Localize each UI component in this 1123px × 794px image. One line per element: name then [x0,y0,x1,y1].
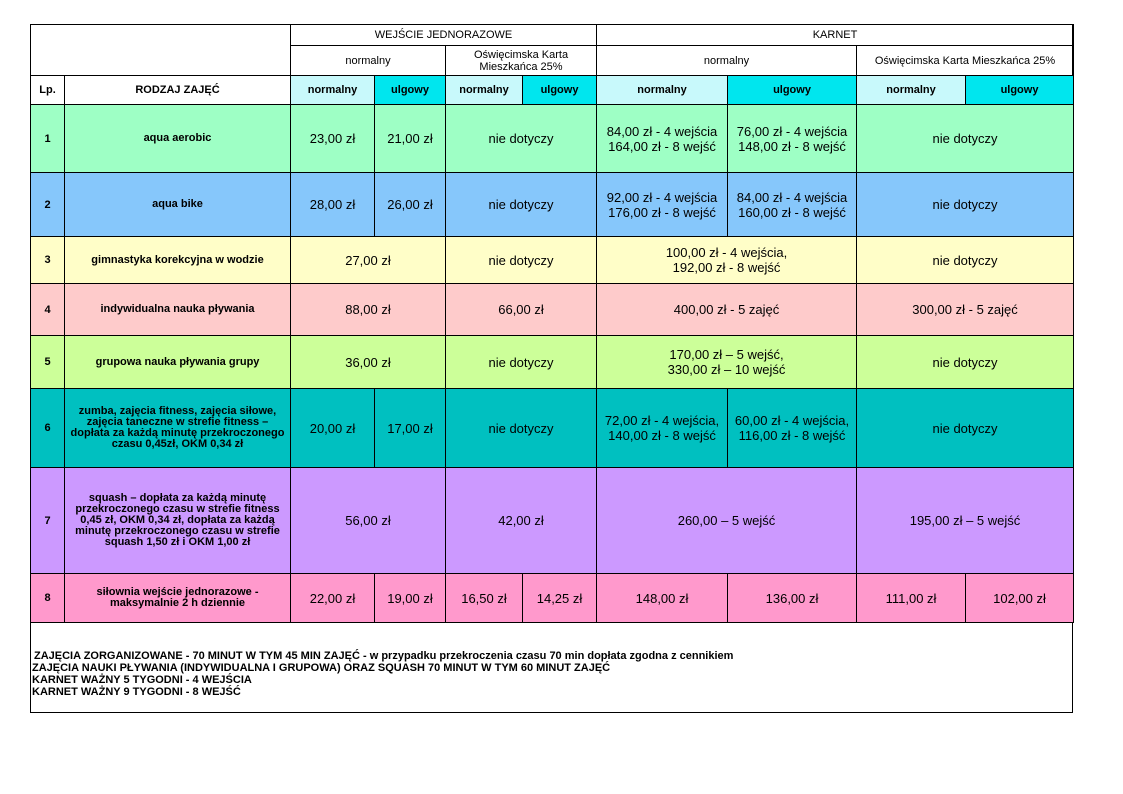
header-okm-normalny: normalny [446,76,523,105]
header-karnet: KARNET [597,25,1074,46]
price-k-normalny: 72,00 zł - 4 wejścia, 140,00 zł - 8 wejść [597,389,728,468]
note-line: ZAJĘCIA ZORGANIZOWANE - 70 MINUT W TYM 45 MIN ZAJĘĆ - w przypadku przekroczenia czasu 70 min dopłata zgodna z cennikiem [34,650,734,662]
row-name: aqua bike [65,173,291,237]
price-w: 36,00 zł [291,336,446,389]
price-okm: nie dotyczy [446,336,597,389]
row-lp: 1 [31,105,65,173]
table-row [31,237,1074,284]
header-k-ulgowy: ulgowy [728,76,857,105]
row-lp: 6 [31,389,65,468]
row-lp: 3 [31,237,65,284]
header-rodzaj: RODZAJ ZAJĘĆ [65,76,291,105]
row-name: grupowa nauka pływania grupy [65,336,291,389]
note-line: ZAJĘCIA NAUKI PŁYWANIA (INDYWIDUALNA I GRUPOWA) ORAZ SQUASH 70 MINUT W TYM 60 MINUT ZAJĘĆ [32,662,611,674]
table-row [31,336,1074,389]
row-lp: 8 [31,574,65,623]
price-k-okm: nie dotyczy [857,173,1074,237]
header-okm-ulgowy: ulgowy [523,76,597,105]
row-name: indywidualna nauka pływania [65,284,291,336]
row-lp: 5 [31,336,65,389]
row-name: zumba, zajęcia fitness, zajęcia siłowe, zajęcia taneczne w strefie fitness – dopłata za każdą minutę przekroczonego czasu 0,45zł, OKM 0,34 zł [65,389,291,468]
header-blank [31,25,291,76]
note-line: KARNET WAŻNY 9 TYGODNI - 8 WEJŚĆ [32,686,241,698]
price-k-ulgowy: 136,00 zł [728,574,857,623]
row-name: gimnastyka korekcyjna w wodzie [65,237,291,284]
table-row [31,389,1074,468]
header-row-1 [31,25,1074,46]
price-k: 100,00 zł - 4 wejścia, 192,00 zł - 8 wejść [597,237,857,284]
price-okm: 66,00 zł [446,284,597,336]
price-kokm-ulgowy: 102,00 zł [966,574,1074,623]
header-w-normalny: normalny [291,76,375,105]
header-wejscie-okm: Oświęcimska Karta Mieszkańca 25% [446,46,597,76]
price-k-okm: nie dotyczy [857,336,1074,389]
price-okm: nie dotyczy [446,173,597,237]
header-lp: Lp. [31,76,65,105]
price-k-ulgowy: 84,00 zł - 4 wejścia 160,00 zł - 8 wejść [728,173,857,237]
price-w: 56,00 zł [291,468,446,574]
price-k: 260,00 – 5 wejść [597,468,857,574]
price-k-okm: nie dotyczy [857,105,1074,173]
note-line: KARNET WAŻNY 5 TYGODNI - 4 WEJŚCIA [32,674,252,686]
price-okm-normalny: 16,50 zł [446,574,523,623]
price-kokm-normalny: 111,00 zł [857,574,966,623]
header-row-3 [31,76,1074,105]
price-w-ulgowy: 21,00 zł [375,105,446,173]
header-k-normalny: normalny [597,76,728,105]
header-kokm-ulgowy: ulgowy [966,76,1074,105]
price-w: 88,00 zł [291,284,446,336]
price-k-normalny: 148,00 zł [597,574,728,623]
table-row [31,468,1074,574]
row-lp: 7 [31,468,65,574]
header-wejscie-normalny: normalny [291,46,446,76]
row-name: squash – dopłata za każdą minutę przekroczonego czasu w strefie fitness 0,45 zł, OKM 0,34 zł, dopłata za każdą minutę przekroczonego czasu w strefie squash 1,50 zł i OKM 1,00 zł [65,468,291,574]
notes [32,650,733,698]
price-okm: nie dotyczy [446,105,597,173]
price-k-okm: nie dotyczy [857,389,1074,468]
table-row [31,105,1074,173]
price-k: 170,00 zł – 5 wejść, 330,00 zł – 10 wejść [597,336,857,389]
table-row [31,284,1074,336]
row-lp: 2 [31,173,65,237]
price-k-okm: 195,00 zł – 5 wejść [857,468,1074,574]
price-w: 27,00 zł [291,237,446,284]
price-okm: nie dotyczy [446,389,597,468]
price-k-normalny: 92,00 zł - 4 wejścia 176,00 zł - 8 wejść [597,173,728,237]
price-w-ulgowy: 17,00 zł [375,389,446,468]
table-row [31,173,1074,237]
price-table [30,24,1074,623]
price-k-okm: 300,00 zł - 5 zajęć [857,284,1074,336]
price-w-normalny: 28,00 zł [291,173,375,237]
price-w-normalny: 23,00 zł [291,105,375,173]
header-w-ulgowy: ulgowy [375,76,446,105]
price-okm-ulgowy: 14,25 zł [523,574,597,623]
row-name: siłownia wejście jednorazowe - maksymalnie 2 h dziennie [65,574,291,623]
price-w-normalny: 22,00 zł [291,574,375,623]
price-k: 400,00 zł - 5 zajęć [597,284,857,336]
price-w-ulgowy: 26,00 zł [375,173,446,237]
row-name: aqua aerobic [65,105,291,173]
price-k-ulgowy: 60,00 zł - 4 wejścia, 116,00 zł - 8 wejść [728,389,857,468]
price-k-normalny: 84,00 zł - 4 wejścia 164,00 zł - 8 wejść [597,105,728,173]
row-lp: 4 [31,284,65,336]
header-wejscie: WEJŚCIE JEDNORAZOWE [291,25,597,46]
price-k-ulgowy: 76,00 zł - 4 wejścia 148,00 zł - 8 wejść [728,105,857,173]
price-okm: 42,00 zł [446,468,597,574]
table-row [31,574,1074,623]
header-kokm-normalny: normalny [857,76,966,105]
header-karnet-okm: Oświęcimska Karta Mieszkańca 25% [857,46,1074,76]
price-w-ulgowy: 19,00 zł [375,574,446,623]
price-okm: nie dotyczy [446,237,597,284]
price-w-normalny: 20,00 zł [291,389,375,468]
header-karnet-normalny: normalny [597,46,857,76]
price-k-okm: nie dotyczy [857,237,1074,284]
